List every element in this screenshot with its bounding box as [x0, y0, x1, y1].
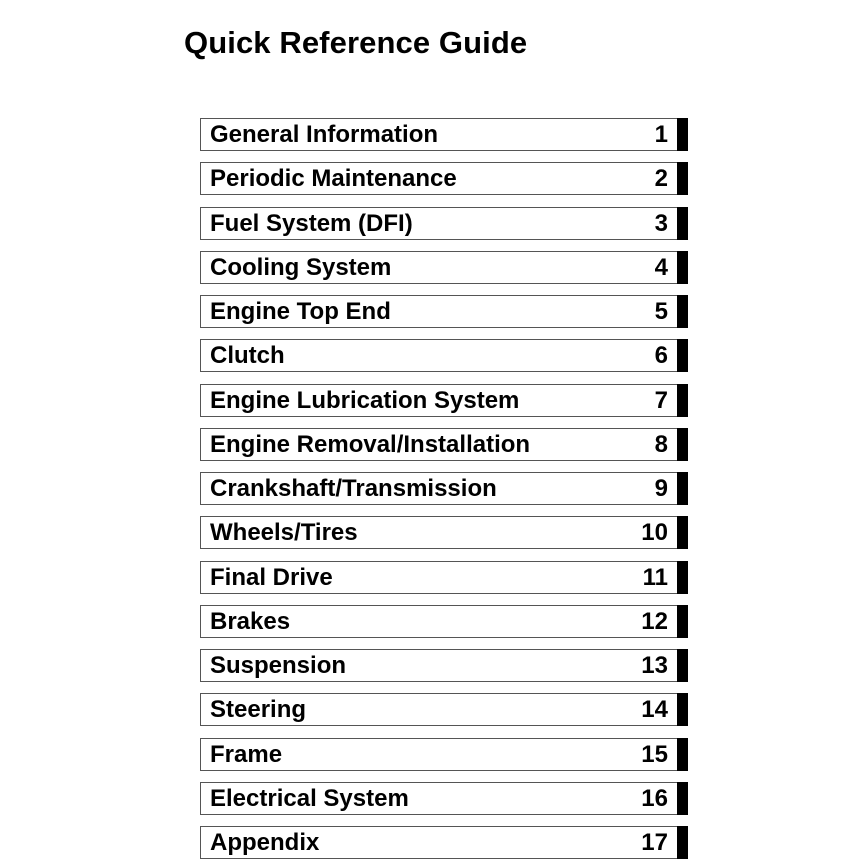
entry-number: 13: [641, 652, 668, 679]
page-title: Quick Reference Guide: [184, 24, 528, 60]
entry-number: 12: [641, 608, 668, 635]
entry-number: 2: [654, 165, 668, 192]
entry-label: Electrical System: [210, 785, 409, 812]
thumb-tab: [677, 693, 688, 726]
toc-entry-fuel-system[interactable]: [200, 207, 688, 240]
entry-number: 6: [654, 342, 668, 369]
entry-label: Engine Lubrication System: [210, 387, 520, 414]
entry-number: 9: [654, 475, 668, 502]
toc-entry-frame[interactable]: [200, 738, 688, 771]
toc-entry-general-information[interactable]: [200, 118, 688, 151]
thumb-tab: [677, 738, 688, 771]
entry-number: 5: [654, 298, 668, 325]
entry-label: Fuel System (DFI): [210, 210, 413, 237]
toc-entry-suspension[interactable]: [200, 649, 688, 682]
entry-label: Suspension: [210, 652, 347, 679]
thumb-tab: [677, 339, 688, 372]
toc-entry-cooling-system[interactable]: [200, 251, 688, 284]
toc-entry-crankshaft-transmission[interactable]: [200, 472, 688, 505]
thumb-tab: [677, 118, 688, 151]
entry-label: Steering: [210, 696, 307, 723]
toc-entry-engine-lubrication-system[interactable]: [200, 384, 688, 417]
entry-label: Cooling System: [210, 254, 392, 281]
entry-label: Brakes: [210, 608, 291, 635]
entry-label: Appendix: [210, 829, 320, 856]
toc-entry-electrical-system[interactable]: [200, 782, 688, 815]
entry-label: Engine Top End: [210, 298, 391, 325]
thumb-tab: [677, 649, 688, 682]
entry-number: 3: [654, 210, 668, 237]
entry-number: 4: [654, 254, 668, 281]
entry-label: Engine Removal/Installation: [210, 431, 531, 458]
entry-number: 16: [641, 785, 668, 812]
thumb-tab: [677, 428, 688, 461]
entry-number: 14: [641, 696, 668, 723]
thumb-tab: [677, 295, 688, 328]
toc-entry-steering[interactable]: [200, 693, 688, 726]
entry-number: 17: [641, 829, 668, 856]
entry-label: Frame: [210, 741, 283, 768]
toc-entry-brakes[interactable]: [200, 605, 688, 638]
thumb-tab: [677, 472, 688, 505]
entry-number: 11: [642, 564, 668, 591]
thumb-tab: [677, 207, 688, 240]
entry-label: Crankshaft/Transmission: [210, 475, 497, 502]
thumb-tab: [677, 561, 688, 594]
thumb-tab: [677, 605, 688, 638]
entry-number: 15: [641, 741, 668, 768]
entry-number: 7: [654, 387, 668, 414]
thumb-tab: [677, 516, 688, 549]
entry-number: 10: [641, 519, 668, 546]
thumb-tab: [677, 162, 688, 195]
toc-entry-engine-top-end[interactable]: [200, 295, 688, 328]
toc-entry-appendix[interactable]: [200, 826, 688, 859]
toc-entry-wheels-tires[interactable]: [200, 516, 688, 549]
toc-entry-periodic-maintenance[interactable]: [200, 162, 688, 195]
entry-label: Final Drive: [210, 564, 333, 591]
thumb-tab: [677, 251, 688, 284]
toc-entry-clutch[interactable]: [200, 339, 688, 372]
thumb-tab: [677, 782, 688, 815]
thumb-tab: [677, 384, 688, 417]
toc-entry-engine-removal-installation[interactable]: [200, 428, 688, 461]
entry-number: 1: [654, 121, 668, 148]
entry-number: 8: [654, 431, 668, 458]
entry-label: General Information: [210, 121, 439, 148]
entry-label: Clutch: [210, 342, 285, 369]
entry-label: Wheels/Tires: [210, 519, 358, 546]
toc-entry-final-drive[interactable]: [200, 561, 688, 594]
thumb-tab: [677, 826, 688, 859]
entry-label: Periodic Maintenance: [210, 165, 457, 192]
